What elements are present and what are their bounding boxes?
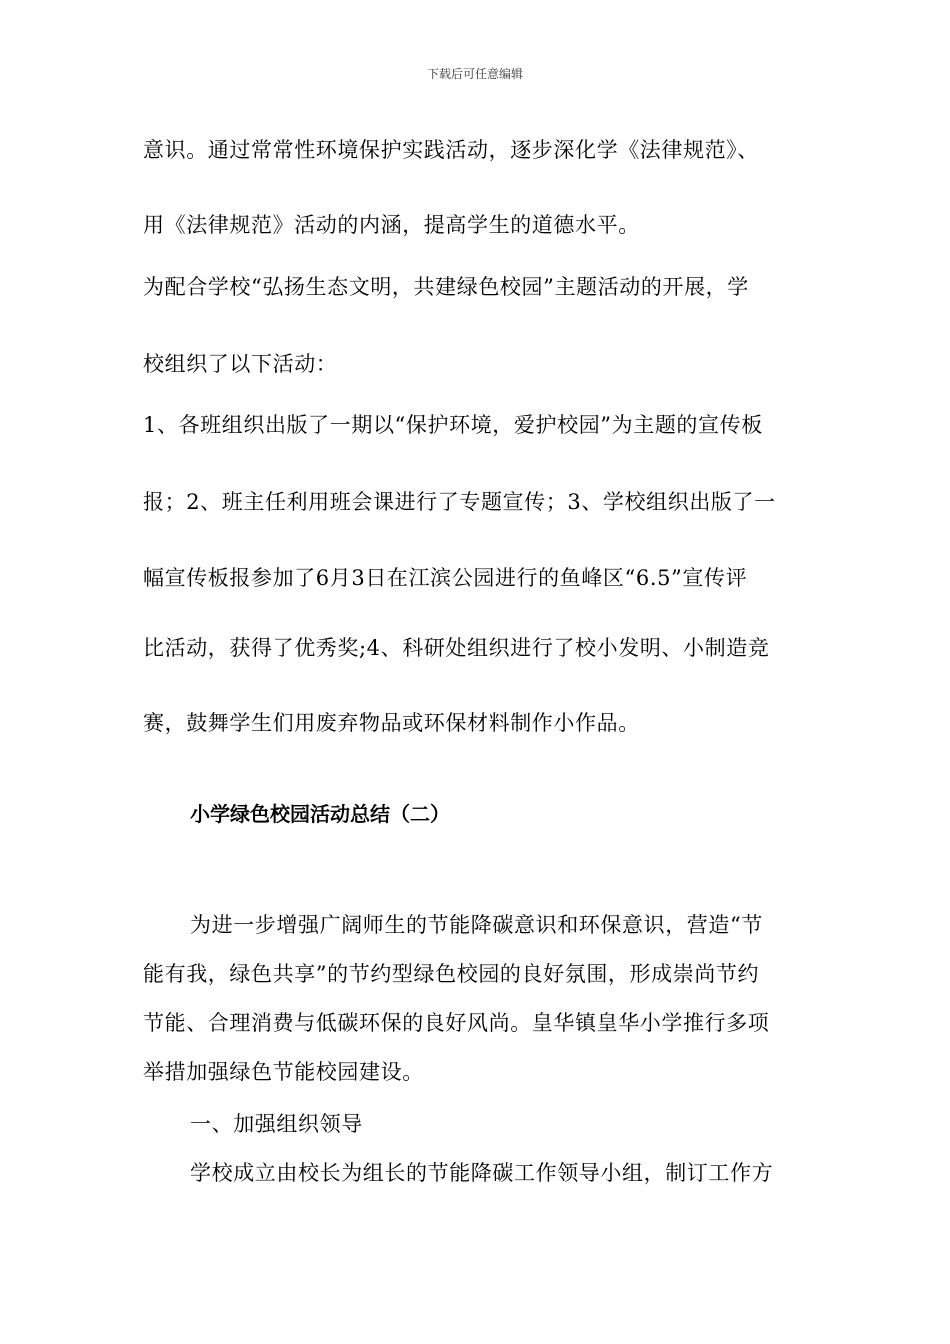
section-title: 小学绿色校园活动总结（二） [190, 802, 450, 826]
section-line: 为进一步增强广阔师生的节能降碳意识和环保意识，营造“节 [190, 913, 763, 937]
body-line: 用《法律规范》活动的内涵，提高学生的道德水平。 [143, 213, 640, 237]
body-line: 赛，鼓舞学生们用废弃物品或环保材料制作小作品。 [143, 711, 640, 735]
body-line: 为配合学校“弘扬生态文明，共建绿色校园”主题活动的开展，学 [143, 275, 749, 299]
page-header-note: 下载后可任意编辑 [426, 67, 523, 81]
body-line: 意识。通过常常性环境保护实践活动，逐步深化学《法律规范》、 [143, 138, 759, 162]
body-line: 1、各班组织出版了一期以“保护环境，爱护校园”为主题的宣传板 [143, 413, 763, 437]
section-line: 能有我，绿色共享”的节约型绿色校园的良好氛围，形成崇尚节约 [143, 962, 760, 986]
body-line: 幅宣传板报参加了6月3日在江滨公园进行的鱼峰区“6.5”宣传评 [143, 566, 748, 590]
section-line: 节能、合理消费与低碳环保的良好风尚。皇华镇皇华小学推行多项 [143, 1011, 770, 1035]
body-line: 校组织了以下活动： [143, 352, 338, 376]
section-line: 学校成立由校长为组长的节能降碳工作领导小组，制订工作方 [190, 1161, 774, 1185]
section-line: 举措加强绿色节能校园建设。 [143, 1060, 424, 1084]
body-line: 比活动，获得了优秀奖;4、科研处组织进行了校小发明、小制造竞 [143, 636, 770, 660]
section-subheading: 一、加强组织领导 [190, 1112, 363, 1136]
body-line: 报；2、班主任利用班会课进行了专题宣传；3、学校组织出版了一 [143, 490, 776, 514]
